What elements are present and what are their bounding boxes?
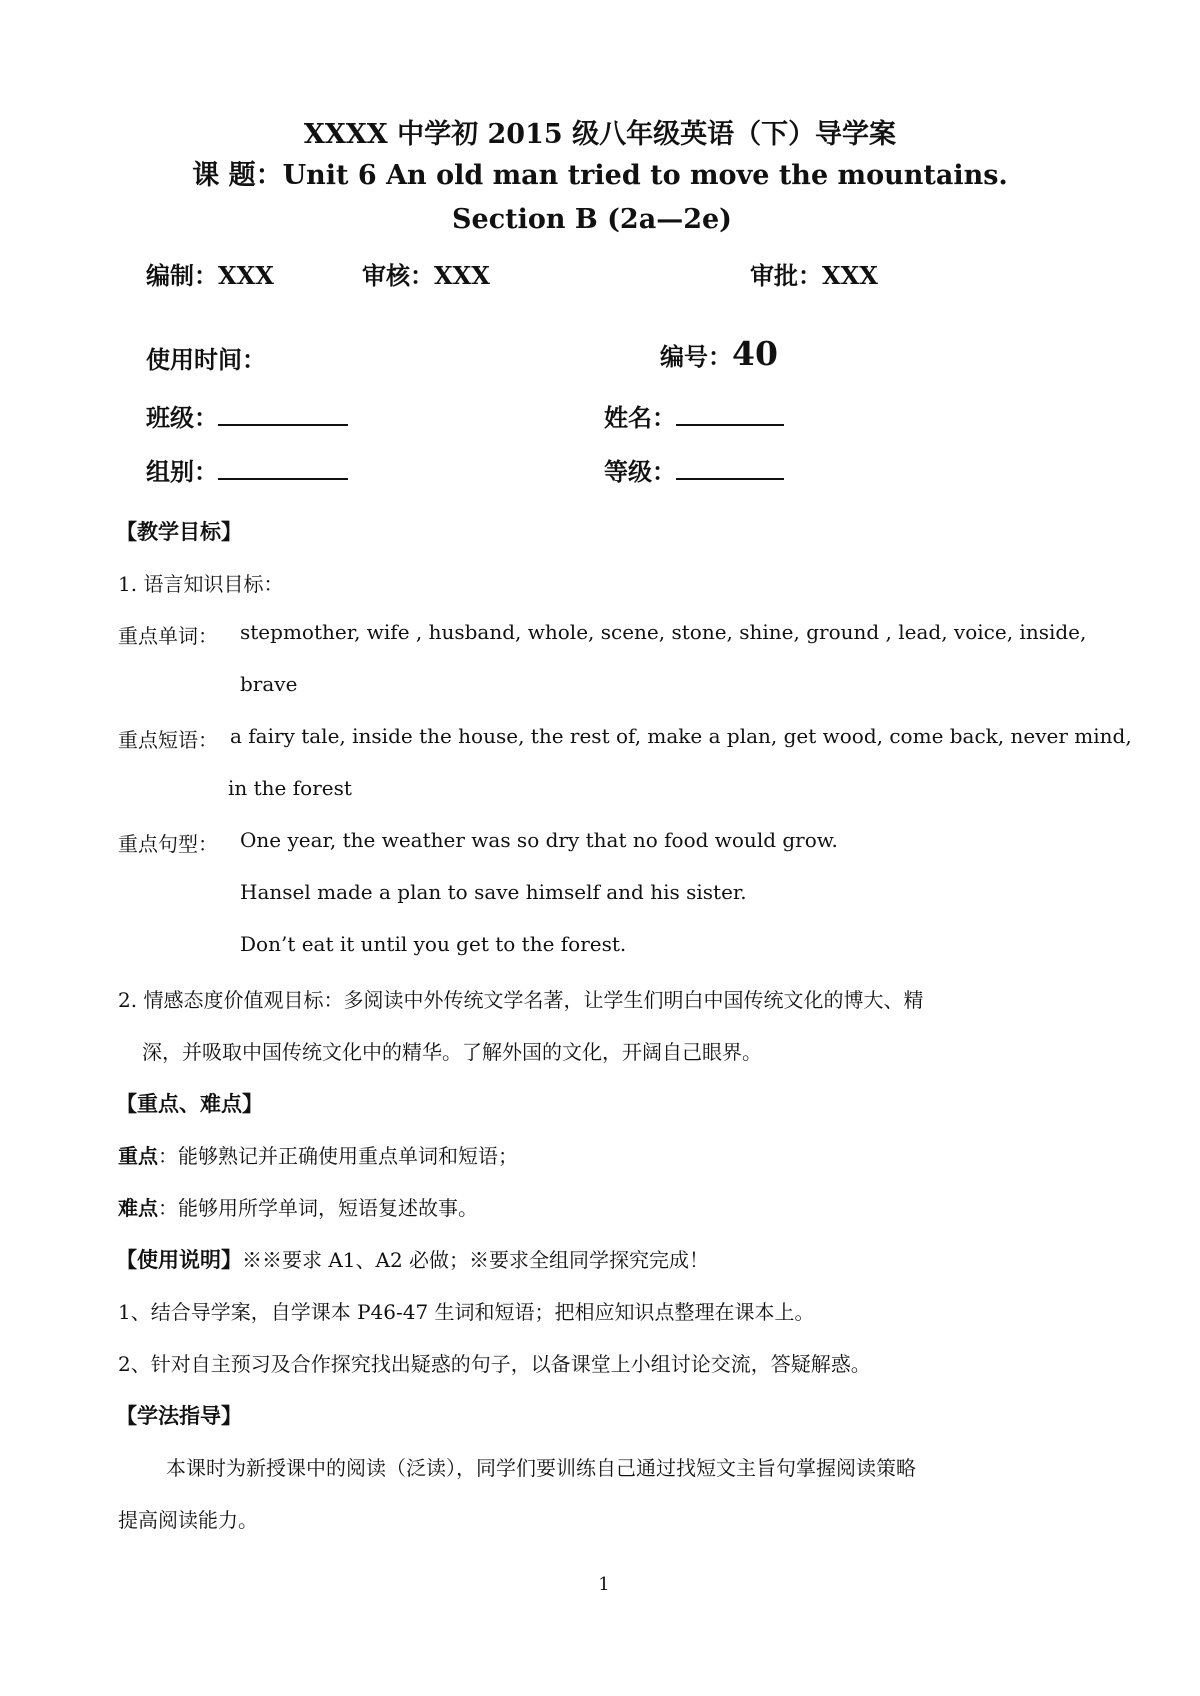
usage-requirement: ※※要求 A1、A2 必做；※要求全组同学探究完成！ <box>242 1248 710 1272</box>
group-label: 组别： <box>146 457 218 486</box>
objectives-heading: 【教学目标】 <box>116 519 242 544</box>
usage-heading: 【使用说明】 <box>116 1247 242 1272</box>
usage-heading-line <box>116 1244 709 1274</box>
key-point <box>118 1140 518 1169</box>
number-value: 40 <box>732 334 778 373</box>
use-time-label: 使用时间： <box>146 345 266 374</box>
key-sentences-label: 重点句型： <box>118 832 218 856</box>
usage-line-2: 2、针对自主预习及合作探究找出疑惑的句子，以备课堂上小组讨论交流，答疑解惑。 <box>118 1352 871 1376</box>
compiled-by <box>146 256 274 291</box>
compiled-value: XXX <box>218 261 274 290</box>
usage-line-1: 1、结合导学案，自学课本 P46-47 生词和短语；把相应知识点整理在课本上。 <box>118 1300 815 1324</box>
approved-value: XXX <box>822 261 878 290</box>
key-words-line-1: stepmother, wife , husband, whole, scene, stone, shine, ground , lead, voice, inside, <box>240 620 1087 644</box>
class-blank[interactable] <box>218 402 348 426</box>
class-field <box>146 398 348 433</box>
key-words-line-2: brave <box>240 672 298 696</box>
objective-item-1: 1. 语言知识目标： <box>118 572 284 596</box>
objective-item-2-line-1: 2. 情感态度价值观目标：多阅读中外传统文学名著，让学生们明白中国传统文化的博大、精 <box>118 988 924 1012</box>
key-phrases-label: 重点短语： <box>118 728 218 752</box>
key-sentence-3: Don’t eat it until you get to the forest. <box>240 932 627 956</box>
page-number: 1 <box>598 1574 610 1595</box>
guide-heading: 【学法指导】 <box>116 1403 242 1428</box>
reviewed-label: 审核： <box>362 261 434 290</box>
key-point-label: 重点 <box>118 1144 158 1168</box>
group-blank[interactable] <box>218 456 348 480</box>
number-label: 编号： <box>660 342 732 371</box>
name-field <box>604 398 784 433</box>
keypoints-heading: 【重点、难点】 <box>116 1091 263 1116</box>
grade-blank[interactable] <box>676 456 784 480</box>
name-label: 姓名： <box>604 403 676 432</box>
objective-item-2-line-2: 深，并吸取中国传统文化中的精华。了解外国的文化，开阔自己眼界。 <box>142 1040 762 1064</box>
section-title: Section B (2a—2e) <box>452 204 732 235</box>
guide-line-2: 提高阅读能力。 <box>118 1508 258 1532</box>
key-phrases-line-2: in the forest <box>228 776 352 800</box>
reviewed-value: XXX <box>434 261 490 290</box>
reviewed-by <box>362 256 490 291</box>
difficult-point <box>118 1192 478 1221</box>
topic-line <box>0 153 1200 192</box>
grade-label: 等级： <box>604 457 676 486</box>
grade-field <box>604 452 784 487</box>
name-blank[interactable] <box>676 402 784 426</box>
key-sentence-1: One year, the weather was so dry that no food would grow. <box>240 828 838 852</box>
topic-title: Unit 6 An old man tried to move the mountains. <box>282 160 1008 191</box>
topic-prefix: 课 题： <box>192 160 283 191</box>
compiled-label: 编制： <box>146 261 218 290</box>
approved-by <box>750 256 878 291</box>
difficult-point-text: ：能够用所学单词，短语复述故事。 <box>158 1196 478 1220</box>
doc-number <box>660 334 778 373</box>
class-label: 班级： <box>146 403 218 432</box>
key-phrases-line-1: a fairy tale, inside the house, the rest of, make a plan, get wood, come back, never mind, <box>230 724 1132 748</box>
key-point-text: ：能够熟记并正确使用重点单词和短语； <box>158 1144 518 1168</box>
approved-label: 审批： <box>750 261 822 290</box>
group-field <box>146 452 348 487</box>
school-title: XXXX 中学初 2015 级八年级英语（下）导学案 <box>303 119 897 150</box>
guide-line-1: 本课时为新授课中的阅读（泛读），同学们要训练自己通过找短文主旨句掌握阅读策略 <box>166 1456 916 1480</box>
key-sentence-2: Hansel made a plan to save himself and his sister. <box>240 880 747 904</box>
key-words-label: 重点单词： <box>118 624 218 648</box>
difficult-point-label: 难点 <box>118 1196 158 1220</box>
